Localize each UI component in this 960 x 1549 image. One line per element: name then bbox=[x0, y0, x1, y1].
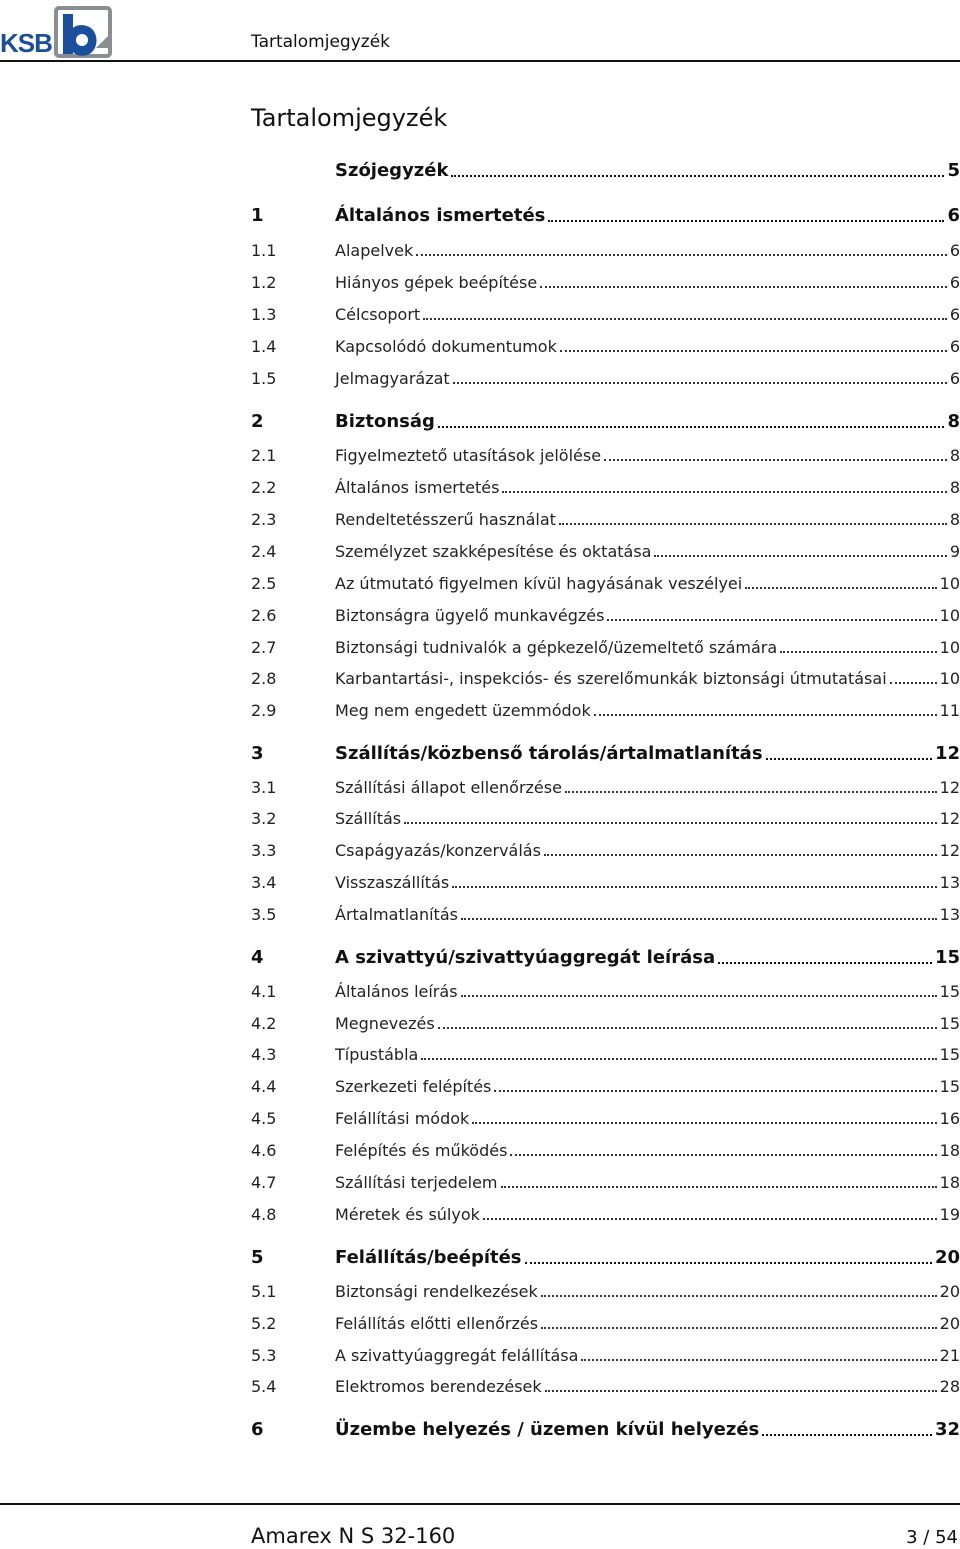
toc-entry-number: 4.7 bbox=[251, 1173, 277, 1192]
toc-entry[interactable] bbox=[251, 806, 960, 830]
toc-entry-label: Szállítási állapot ellenőrzése bbox=[335, 778, 562, 797]
toc-entry-page: 8 bbox=[949, 478, 960, 497]
toc-entry-line bbox=[335, 743, 960, 764]
toc-dot-leader bbox=[607, 618, 936, 621]
toc-dot-leader bbox=[525, 1261, 932, 1264]
toc-entry-page: 15 bbox=[939, 1014, 960, 1033]
toc-entry-page: 11 bbox=[939, 701, 960, 720]
toc-entry[interactable] bbox=[251, 410, 960, 434]
toc-entry-label: Szállítás/közbenső tárolás/ártalmatlanítás bbox=[335, 743, 763, 764]
toc-entry-line bbox=[335, 669, 960, 688]
toc-entry-number: 4.3 bbox=[251, 1045, 277, 1064]
toc-dot-leader bbox=[548, 219, 944, 222]
toc-entry-page: 15 bbox=[939, 1045, 960, 1064]
toc-entry-number: 2.3 bbox=[251, 510, 277, 529]
toc-entry-number: 3.2 bbox=[251, 809, 277, 828]
toc-entry-page: 19 bbox=[939, 1205, 960, 1224]
toc-entry[interactable] bbox=[251, 366, 960, 390]
toc-entry-page: 10 bbox=[939, 574, 960, 593]
toc-entry-number: 3.5 bbox=[251, 905, 277, 924]
toc-dot-leader bbox=[451, 174, 944, 177]
toc-entry[interactable] bbox=[251, 666, 960, 690]
toc-entry[interactable] bbox=[251, 946, 960, 970]
toc-entry-label: Biztonsági tudnivalók a gépkezelő/üzemeltető számára bbox=[335, 638, 778, 657]
toc-entry-line bbox=[335, 982, 960, 1001]
toc-entry-number: 4.4 bbox=[251, 1077, 277, 1096]
toc-entry-number: 4 bbox=[251, 947, 264, 968]
toc-entry-page: 21 bbox=[939, 1346, 960, 1365]
toc-entry-number: 3.1 bbox=[251, 778, 277, 797]
toc-entry-number: 3.4 bbox=[251, 873, 277, 892]
toc-entry-number: 2.7 bbox=[251, 638, 277, 657]
toc-entry-line bbox=[335, 1419, 960, 1440]
toc-entry-label: Csapágyazás/konzerválás bbox=[335, 841, 541, 860]
toc-entry-label: A szivattyú/szivattyúaggregát leírása bbox=[335, 947, 716, 968]
toc-dot-leader bbox=[890, 681, 937, 684]
toc-entry-number: 2.2 bbox=[251, 478, 277, 497]
header-divider bbox=[0, 60, 960, 62]
toc-dot-leader bbox=[541, 1326, 937, 1329]
toc-entry-page: 15 bbox=[934, 947, 960, 968]
toc-entry[interactable] bbox=[251, 870, 960, 894]
toc-entry-number: 2.9 bbox=[251, 701, 277, 720]
toc-entry-number: 4.1 bbox=[251, 982, 277, 1001]
toc-entry[interactable] bbox=[251, 775, 960, 799]
toc-entry-page: 10 bbox=[939, 606, 960, 625]
toc-entry-label: Felállítás/beépítés bbox=[335, 1247, 522, 1268]
toc-dot-leader bbox=[483, 1217, 937, 1220]
toc-entry[interactable] bbox=[251, 1246, 960, 1270]
toc-dot-leader bbox=[423, 317, 947, 320]
toc-entry-page: 20 bbox=[934, 1247, 960, 1268]
page-title: Tartalomjegyzék bbox=[251, 104, 448, 132]
toc-entry-label: Ártalmatlanítás bbox=[335, 905, 458, 924]
ksb-logo bbox=[0, 6, 114, 58]
header-title: Tartalomjegyzék bbox=[251, 32, 391, 52]
toc-entry-line bbox=[335, 1173, 960, 1192]
toc-entry-page: 10 bbox=[939, 638, 960, 657]
toc-entry-number: 1.4 bbox=[251, 337, 277, 356]
toc-entry-number: 2.1 bbox=[251, 446, 277, 465]
toc-entry[interactable] bbox=[251, 270, 960, 294]
toc-entry-page: 10 bbox=[939, 669, 960, 688]
toc-entry-number: 5.3 bbox=[251, 1346, 277, 1365]
toc-dot-leader bbox=[766, 757, 932, 760]
toc-dot-leader bbox=[762, 1433, 932, 1436]
toc-entry-label: Kapcsolódó dokumentumok bbox=[335, 337, 557, 356]
toc-dot-leader bbox=[461, 994, 937, 997]
toc-entry[interactable] bbox=[251, 1011, 960, 1035]
toc-dot-leader bbox=[545, 1389, 937, 1392]
toc-dot-leader bbox=[502, 490, 946, 493]
toc-entry-line bbox=[335, 778, 960, 797]
toc-entry-page: 8 bbox=[947, 411, 960, 432]
toc-dot-leader bbox=[453, 381, 947, 384]
toc-entry-label: Biztonságra ügyelő munkavégzés bbox=[335, 606, 605, 625]
toc-dot-leader bbox=[560, 349, 947, 352]
toc-entry-number: 1.5 bbox=[251, 369, 277, 388]
logo-text: KSB bbox=[0, 28, 52, 58]
toc-entry-label: Szállítás bbox=[335, 809, 402, 828]
toc-entry-line bbox=[335, 411, 960, 432]
toc-dot-leader bbox=[565, 790, 937, 793]
toc-entry-page: 9 bbox=[949, 542, 960, 561]
toc-entry-number: 5.2 bbox=[251, 1314, 277, 1333]
toc-entry-page: 8 bbox=[949, 446, 960, 465]
toc-entry-number: 2.4 bbox=[251, 542, 277, 561]
toc-dot-leader bbox=[438, 1026, 937, 1029]
toc-dot-leader bbox=[540, 285, 947, 288]
toc-entry-page: 20 bbox=[939, 1282, 960, 1301]
toc-entry-number: 3.3 bbox=[251, 841, 277, 860]
toc-entry-label: Rendeltetésszerű használat bbox=[335, 510, 556, 529]
toc-entry[interactable] bbox=[251, 1279, 960, 1303]
toc-entry-label: Az útmutató figyelmen kívül hagyásának veszélyei bbox=[335, 574, 743, 593]
toc-entry-line bbox=[335, 205, 960, 226]
toc-entry-label: Felépítés és működés bbox=[335, 1141, 508, 1160]
toc-dot-leader bbox=[501, 1185, 937, 1188]
toc-entry-number: 5.4 bbox=[251, 1377, 277, 1396]
toc-entry-number: 2.5 bbox=[251, 574, 277, 593]
toc-entry-page: 15 bbox=[939, 1077, 960, 1096]
toc-entry[interactable] bbox=[251, 1074, 960, 1098]
toc-entry-number: 5 bbox=[251, 1247, 264, 1268]
toc-entry-page: 18 bbox=[939, 1141, 960, 1160]
toc-entry-label: Megnevezés bbox=[335, 1014, 435, 1033]
toc-entry-line bbox=[335, 160, 960, 181]
toc-dot-leader bbox=[438, 425, 945, 428]
toc-entry-line bbox=[335, 1109, 960, 1128]
toc-entry-line bbox=[335, 574, 960, 593]
toc-entry[interactable] bbox=[251, 1343, 960, 1367]
toc-entry-line bbox=[335, 873, 960, 892]
toc-entry[interactable] bbox=[251, 1374, 960, 1398]
toc-entry-page: 6 bbox=[949, 305, 960, 324]
toc-entry-number: 5.1 bbox=[251, 1282, 277, 1301]
toc-dot-leader bbox=[452, 885, 936, 888]
toc-entry-label: Általános leírás bbox=[335, 982, 458, 1001]
toc-entry-page: 18 bbox=[939, 1173, 960, 1192]
toc-entry-label: Célcsoport bbox=[335, 305, 421, 324]
toc-entry-line bbox=[335, 606, 960, 625]
toc-entry-label: Szójegyzék bbox=[335, 160, 449, 181]
toc-entry[interactable] bbox=[251, 238, 960, 262]
toc-entry[interactable] bbox=[251, 204, 960, 228]
toc-entry-label: Méretek és súlyok bbox=[335, 1205, 480, 1224]
toc-entry[interactable] bbox=[251, 838, 960, 862]
toc-entry[interactable] bbox=[251, 1311, 960, 1335]
toc-entry-label: Visszaszállítás bbox=[335, 873, 450, 892]
toc-entry-number: 4.2 bbox=[251, 1014, 277, 1033]
toc-entry-line bbox=[335, 1314, 960, 1333]
toc-entry-label: A szivattyúaggregát felállítása bbox=[335, 1346, 579, 1365]
toc-entry[interactable] bbox=[251, 979, 960, 1003]
toc-entry[interactable] bbox=[251, 475, 960, 499]
toc-dot-leader bbox=[461, 917, 937, 920]
toc-dot-leader bbox=[594, 713, 937, 716]
toc-dot-leader bbox=[416, 253, 947, 256]
toc-entry-page: 20 bbox=[939, 1314, 960, 1333]
toc-entry-line bbox=[335, 1045, 960, 1064]
toc-entry[interactable] bbox=[251, 507, 960, 531]
toc-dot-leader bbox=[544, 853, 937, 856]
toc-dot-leader bbox=[421, 1057, 936, 1060]
toc-entry[interactable] bbox=[251, 1418, 960, 1442]
toc-entry-line bbox=[335, 542, 960, 561]
toc-entry-label: Figyelmeztető utasítások jelölése bbox=[335, 446, 602, 465]
toc-entry-page: 12 bbox=[939, 778, 960, 797]
toc-entry-number: 1.1 bbox=[251, 241, 277, 260]
toc-entry[interactable] bbox=[251, 443, 960, 467]
toc-entry-line bbox=[335, 947, 960, 968]
toc-entry-number: 2 bbox=[251, 411, 264, 432]
toc-entry-page: 28 bbox=[939, 1377, 960, 1396]
toc-entry-line bbox=[335, 638, 960, 657]
toc-entry-line bbox=[335, 1282, 960, 1301]
toc-dot-leader bbox=[581, 1358, 936, 1361]
toc-entry-page: 12 bbox=[934, 743, 960, 764]
toc-entry-label: Elektromos berendezések bbox=[335, 1377, 542, 1396]
toc-entry-number: 1.2 bbox=[251, 273, 277, 292]
toc-entry-line bbox=[335, 1014, 960, 1033]
footer-divider bbox=[0, 1503, 960, 1505]
toc-entry[interactable] bbox=[251, 635, 960, 659]
toc-entry-label: Meg nem engedett üzemmódok bbox=[335, 701, 591, 720]
toc-entry-label: Jelmagyarázat bbox=[335, 369, 450, 388]
toc-entry-line bbox=[335, 1247, 960, 1268]
toc-entry[interactable] bbox=[251, 742, 960, 766]
toc-dot-leader bbox=[559, 522, 947, 525]
toc-entry-page: 15 bbox=[939, 982, 960, 1001]
toc-entry-line bbox=[335, 1377, 960, 1396]
toc-dot-leader bbox=[604, 458, 947, 461]
toc-entry-number: 1.3 bbox=[251, 305, 277, 324]
toc-entry-line bbox=[335, 369, 960, 388]
toc-entry-line bbox=[335, 273, 960, 292]
toc-entry-number: 6 bbox=[251, 1419, 264, 1440]
toc-entry-label: Általános ismertetés bbox=[335, 478, 500, 497]
toc-entry-page: 6 bbox=[949, 369, 960, 388]
toc-entry-page: 6 bbox=[949, 337, 960, 356]
toc-entry-page: 5 bbox=[947, 160, 960, 181]
toc-entry-line bbox=[335, 510, 960, 529]
toc-entry-label: Üzembe helyezés / üzemen kívül helyezés bbox=[335, 1419, 760, 1440]
toc-entry-page: 12 bbox=[939, 809, 960, 828]
toc-entry-line bbox=[335, 478, 960, 497]
toc-entry[interactable] bbox=[251, 159, 960, 183]
toc-entry-line bbox=[335, 1077, 960, 1096]
toc-dot-leader bbox=[472, 1121, 936, 1124]
toc-entry-line bbox=[335, 305, 960, 324]
toc-entry-number: 4.5 bbox=[251, 1109, 277, 1128]
toc-dot-leader bbox=[541, 1294, 937, 1297]
toc-entry[interactable] bbox=[251, 1106, 960, 1130]
toc-entry-label: Karbantartási-, inspekciós- és szerelőmunkák biztonsági útmutatásai bbox=[335, 669, 887, 688]
toc-entry[interactable] bbox=[251, 1170, 960, 1194]
toc-dot-leader bbox=[654, 554, 946, 557]
toc-entry[interactable] bbox=[251, 603, 960, 627]
page-header bbox=[0, 0, 960, 62]
toc-entry-label: Biztonsági rendelkezések bbox=[335, 1282, 538, 1301]
toc-entry-label: Szállítási terjedelem bbox=[335, 1173, 498, 1192]
toc-entry-number: 2.6 bbox=[251, 606, 277, 625]
toc-entry-page: 32 bbox=[934, 1419, 960, 1440]
toc-dot-leader bbox=[510, 1153, 936, 1156]
toc-dot-leader bbox=[494, 1089, 936, 1092]
toc-entry-line bbox=[335, 241, 960, 260]
toc-dot-leader bbox=[718, 961, 932, 964]
toc-entry-label: Alapelvek bbox=[335, 241, 414, 260]
toc-entry-label: Személyzet szakképesítése és oktatása bbox=[335, 542, 652, 561]
toc-entry-label: Biztonság bbox=[335, 411, 435, 432]
toc-entry-number: 4.6 bbox=[251, 1141, 277, 1160]
toc-entry-page: 6 bbox=[949, 273, 960, 292]
toc-entry-number: 3 bbox=[251, 743, 264, 764]
toc-entry-number: 4.8 bbox=[251, 1205, 277, 1224]
toc-entry-page: 13 bbox=[939, 873, 960, 892]
toc-entry-page: 6 bbox=[949, 241, 960, 260]
toc-entry-line bbox=[335, 1141, 960, 1160]
toc-entry-label: Felállítás előtti ellenőrzés bbox=[335, 1314, 539, 1333]
toc-entry[interactable] bbox=[251, 1138, 960, 1162]
toc-entry-line bbox=[335, 337, 960, 356]
toc-entry[interactable] bbox=[251, 302, 960, 326]
toc-entry[interactable] bbox=[251, 571, 960, 595]
toc-entry[interactable] bbox=[251, 698, 960, 722]
toc-entry-number: 2.8 bbox=[251, 669, 277, 688]
footer-page-number: 3 / 54 bbox=[906, 1527, 958, 1548]
toc-entry-line bbox=[335, 1205, 960, 1224]
toc-entry-label: Általános ismertetés bbox=[335, 205, 546, 226]
toc-entry-line bbox=[335, 701, 960, 720]
toc-entry-page: 8 bbox=[949, 510, 960, 529]
toc-entry-page: 16 bbox=[939, 1109, 960, 1128]
toc-entry-line bbox=[335, 841, 960, 860]
toc-entry-page: 12 bbox=[939, 841, 960, 860]
toc-entry-line bbox=[335, 809, 960, 828]
toc-dot-leader bbox=[404, 821, 937, 824]
toc-entry-label: Hiányos gépek beépítése bbox=[335, 273, 538, 292]
toc-dot-leader bbox=[780, 650, 936, 653]
toc-dot-leader bbox=[745, 586, 936, 589]
toc-entry[interactable] bbox=[251, 539, 960, 563]
toc-entry[interactable] bbox=[251, 334, 960, 358]
toc-entry-line bbox=[335, 905, 960, 924]
toc-entry-label: Szerkezeti felépítés bbox=[335, 1077, 492, 1096]
toc-entry-line bbox=[335, 1346, 960, 1365]
toc-entry[interactable] bbox=[251, 1042, 960, 1066]
toc-entry-label: Felállítási módok bbox=[335, 1109, 470, 1128]
footer-product-name: Amarex N S 32-160 bbox=[251, 1524, 456, 1548]
toc-entry-line bbox=[335, 446, 960, 465]
toc-entry-page: 13 bbox=[939, 905, 960, 924]
toc-entry[interactable] bbox=[251, 1202, 960, 1226]
toc-entry[interactable] bbox=[251, 902, 960, 926]
toc-entry-page: 6 bbox=[947, 205, 960, 226]
toc-entry-label: Típustábla bbox=[335, 1045, 419, 1064]
toc-entry-number: 1 bbox=[251, 205, 264, 226]
